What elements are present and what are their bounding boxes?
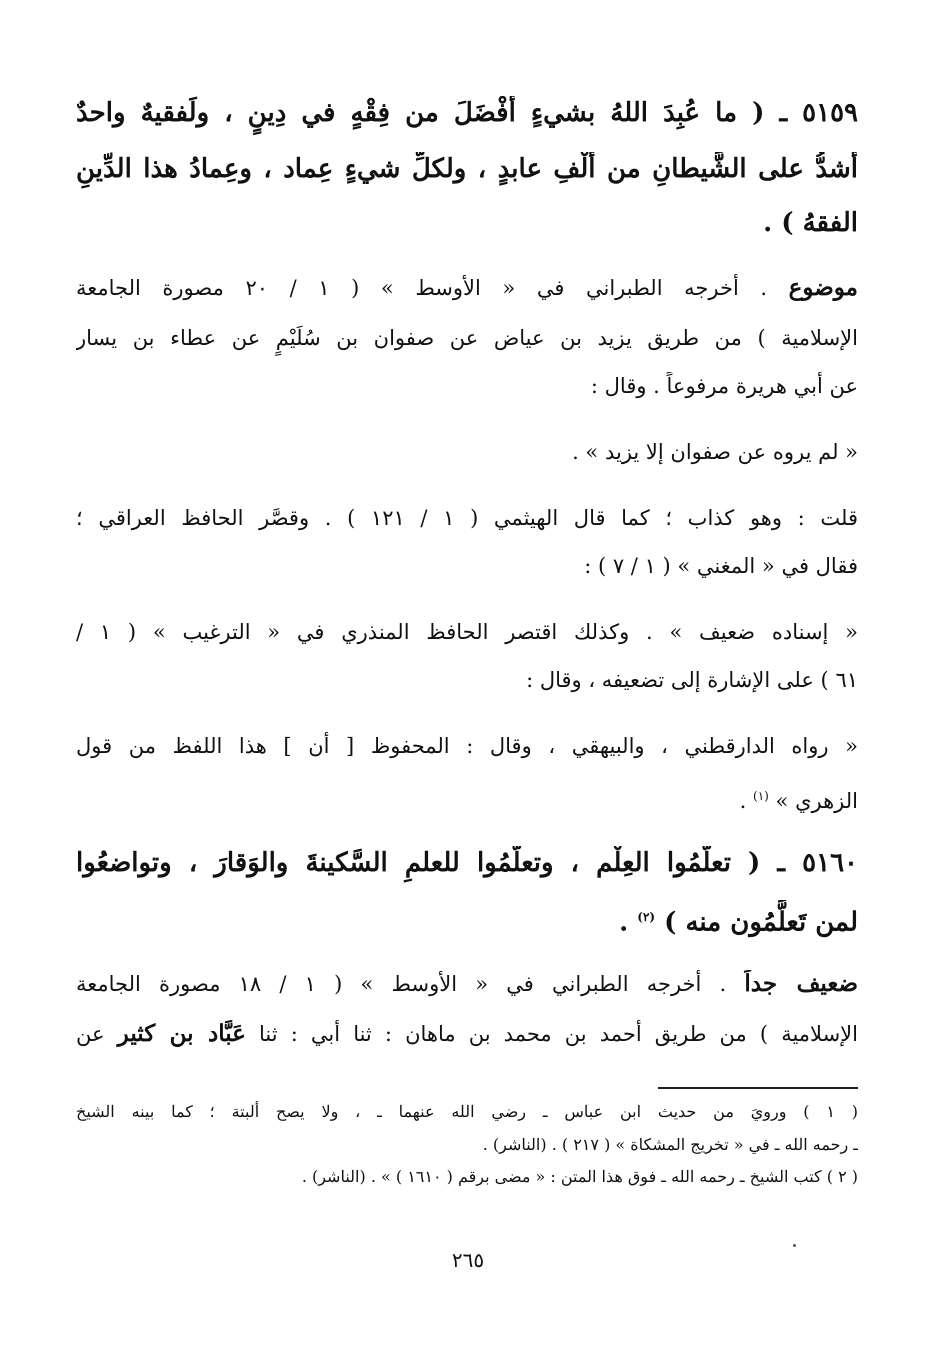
chain-text-end: عن [76,1022,105,1046]
takhrij-5159-line-2: الإسلامية ) من طريق يزيد بن عياض عن صفوان بن سُلَيْمٍ عن عطاء بن يسار [76,326,858,350]
footnote-1-line-1: ( ١ ) ورويَ من حديث ابن عباس ـ رضي الله عنهما ـ ، ولا يصح ألبتة ؛ كما بينه الشيخ [76,1102,858,1121]
takhrij-5160-line-2 [76,1020,858,1052]
hadith-5159-line-1: ٥١٥٩ ـ ( ما عُبِدَ اللهُ بشيءٍ أفْضَلَ من فِقْهٍ في دِينٍ ، ولَفقيهٌ واحدٌ [76,98,858,128]
hadith-5159-line-2: أشدُّ على الشَّيطانِ من ألْفِ عابدٍ ، ولكلِّ شيءٍ عِماد ، وعِمادُ هذا الدِّينِ [76,154,858,184]
quote-text: الزهري » [775,789,858,813]
note-haythami-line-1: قلت : وهو كذاب ؛ كما قال الهيثمي ( ١ / ١٢١ ) . وقصَّر الحافظ العراقي ؛ [76,506,858,530]
quote-daraqutni-line-2 [76,782,858,814]
quote-mundhiri-line-1: « إسناده ضعيف » . وكذلك اقتصر الحافظ المنذري في « الترغيب » ( ١ / [76,620,858,644]
footnote-2: ( ٢ ) كتب الشيخ ـ رحمه الله ـ فوق هذا المتن : « مضى برقم ( ١٦١٠ ) » . (الناشر) . [301,1167,858,1186]
takhrij-5160-text: . أخرجه الطبراني في « الأوسط » ( ١ / ١٨ مصورة الجامعة [76,972,727,996]
hadith-text: لمن تَعلَّمُون منه ) [664,907,858,938]
takhrij-5159-line-3: عن أبي هريرة مرفوعاً . وقال : [590,374,858,398]
note-haythami-line-2: فقال في « المغني » ( ١ / ٧ ) : [584,554,858,578]
page-number: ٢٦٥ [451,1248,485,1272]
grade-label: ضعيف جداً [744,970,858,997]
footnote-separator [658,1087,858,1089]
hadith-5160-line-1: ٥١٦٠ ـ ( تعلَّمُوا العِلْم ، وتعلَّمُوا للعلمِ السَّكينةَ والوَقارَ ، وتواضعُوا [76,848,858,878]
period: . [739,789,747,813]
narrator-name: عَبَّاد بن كثير [117,1020,246,1047]
chain-text: الإسلامية ) من طريق أحمد بن محمد بن ماهان : ثنا أبي : ثنا [259,1022,858,1046]
takhrij-5159-text: . أخرجه الطبراني في « الأوسط » ( ١ / ٢٠ مصورة الجامعة [76,276,768,300]
quote-mundhiri-line-2: ٦١ ) على الإشارة إلى تضعيفه ، وقال : [526,668,858,692]
hadith-5159-line-3: الفقهُ ) . [763,208,858,238]
footnote-ref-2: (٢) [637,910,656,924]
takhrij-5159-line-1 [76,274,858,306]
hadith-5160-line-2 [76,900,858,940]
quote-tabarani: « لم يروه عن صفوان إلا يزيد » . [572,440,858,464]
footnote-ref-1: (١) [753,789,769,803]
takhrij-5160-line-1 [76,970,858,1002]
quote-daraqutni-line-1: « رواه الدارقطني ، والبيهقي ، وقال : المحفوظ [ أن ] هذا اللفظ من قول [76,734,858,758]
speck [793,1244,796,1247]
grade-label: موضوع [788,274,858,301]
period: . [619,907,629,938]
footnote-1-line-2: ـ رحمه الله ـ في « تخريج المشكاة » ( ٢١٧ ) . (الناشر) . [482,1135,858,1154]
